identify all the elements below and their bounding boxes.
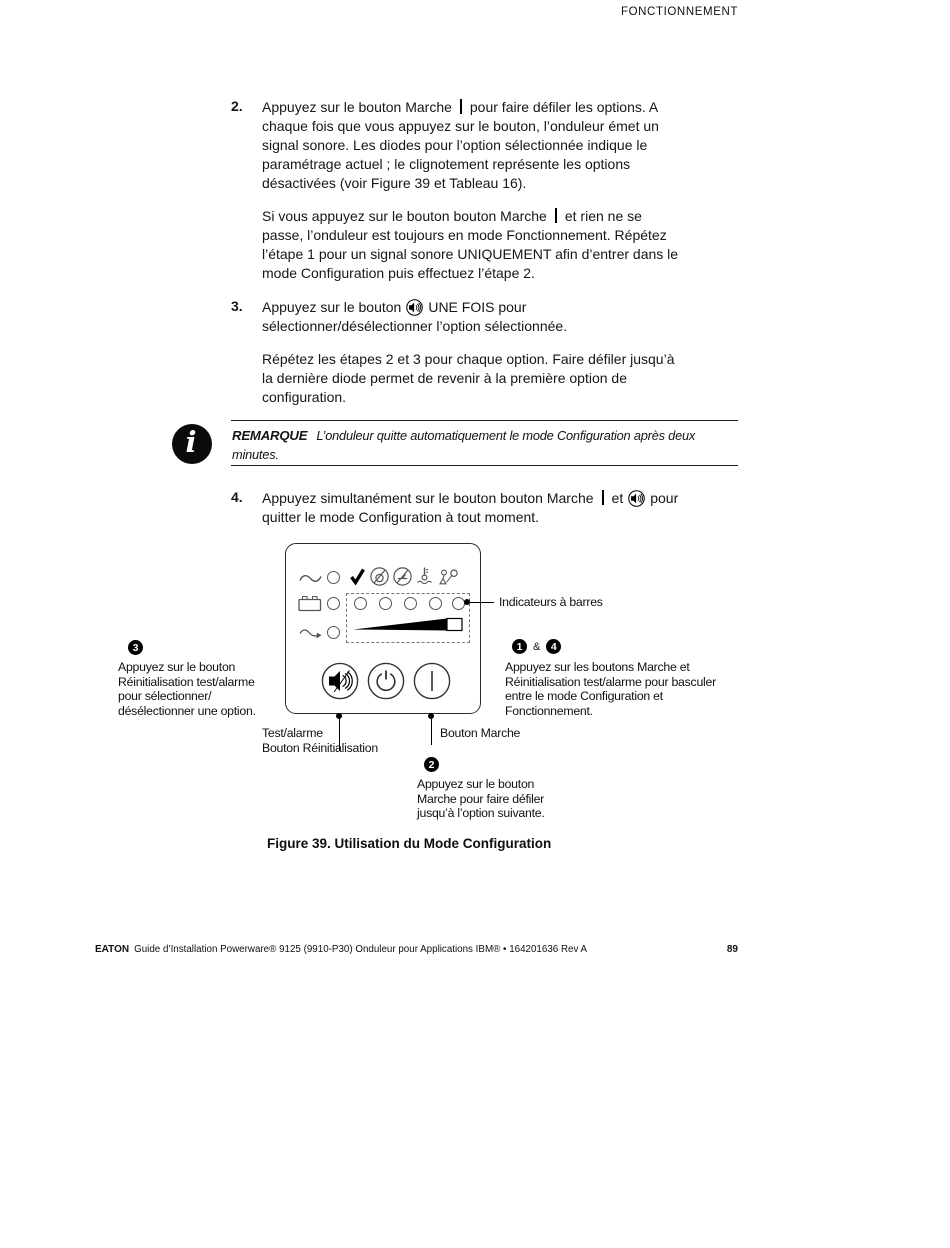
text-line: Appuyez sur les boutons Marche et	[505, 660, 690, 674]
sine-wave-icon	[299, 573, 322, 584]
footer-text: Guide d’Installation Powerware® 9125 (9910-P30) Onduleur pour Applications IBM® • 164201636 Rev A	[134, 944, 588, 955]
on-button-bar-icon	[602, 490, 604, 505]
alarm-disabled-icon	[370, 567, 389, 586]
standby-button[interactable]	[367, 662, 405, 700]
text-line: signal sonore. Les diodes pour l’option sélectionnée indique le	[262, 137, 648, 153]
text-line: l’étape 1 pour un signal sonore UNIQUEMENT afin d’entrer dans le	[262, 246, 679, 262]
text-line: Marche pour faire défiler	[417, 791, 545, 806]
text-line: Bouton Réinitialisation	[262, 740, 378, 755]
text-segment: Si vous appuyez sur le bouton bouton Marche	[262, 208, 547, 224]
callout-2-text	[417, 777, 545, 821]
leader-line	[431, 719, 432, 745]
liquid-temperature-icon	[416, 566, 434, 585]
text-line: Répétez les étapes 2 et 3 pour chaque option. Faire défiler jusqu’à	[262, 351, 675, 367]
info-icon-glyph: i	[185, 424, 197, 459]
callout-2-badge: 2	[424, 757, 439, 772]
step-4-number: 4.	[231, 489, 243, 505]
page-header-section: FONCTIONNEMENT	[620, 6, 738, 18]
callout-3-badge: 3	[128, 640, 143, 655]
leader-line	[470, 602, 494, 603]
text-line	[262, 298, 567, 317]
callout-1-4-badges	[512, 639, 561, 654]
text-segment: pour faire défiler les options. A	[469, 99, 659, 115]
text-line: Appuyez sur le bouton	[118, 660, 236, 674]
text-line: Test/alarme	[262, 726, 323, 740]
bar-led-5	[452, 597, 465, 610]
note-label: REMARQUE	[232, 428, 308, 443]
text-line: quitter le mode Configuration à tout moment.	[262, 509, 540, 525]
step-3-paragraph	[262, 350, 675, 407]
callout-1-badge: 1	[512, 639, 527, 654]
on-button-bar-icon	[555, 208, 557, 223]
alarm-speaker-icon	[406, 299, 423, 316]
load-level-wedge-icon	[352, 617, 464, 632]
figure-caption: Figure 39. Utilisation du Mode Configuration	[267, 836, 552, 851]
callout-1-4-text	[505, 660, 716, 718]
note-block	[232, 427, 737, 464]
text-line: minutes.	[232, 446, 279, 462]
text-segment: et	[611, 490, 624, 506]
on-button-label: Bouton Marche	[440, 726, 521, 740]
test-alarm-reset-button[interactable]	[321, 662, 359, 700]
footer-left	[95, 944, 587, 955]
info-icon	[172, 424, 212, 464]
text-line: paramétrage actuel ; le clignotement représente les options	[262, 156, 631, 172]
text-line: désactivées (voir Figure 39 et Tableau 16).	[262, 175, 527, 191]
text-segment: pour	[650, 490, 679, 506]
text-line	[262, 98, 659, 117]
text-segment: Appuyez sur le bouton	[262, 299, 402, 315]
text-line: la dernière diode permet de revenir à la première option de	[262, 370, 627, 386]
text-line: mode Configuration puis effectuez l’étape 2.	[262, 265, 535, 281]
text-line: passe, l’onduleur est toujours en mode Fonctionnement. Répétez	[262, 227, 667, 243]
text-line: désélectionner une option.	[118, 703, 256, 718]
on-button-bar-icon	[460, 99, 462, 114]
text-line	[262, 489, 678, 508]
text-segment: Appuyez simultanément sur le bouton bouton Marche	[262, 490, 594, 506]
battery-mode-led	[327, 597, 340, 610]
text-segment: UNE FOIS pour	[428, 299, 527, 315]
note-top-rule	[231, 420, 738, 421]
step-2-number: 2.	[231, 98, 243, 114]
battery-icon	[298, 595, 322, 612]
callout-4-badge: 4	[546, 639, 561, 654]
site-wiring-icon	[438, 569, 459, 586]
bar-led-4	[429, 597, 442, 610]
text-segment: et rien ne se	[564, 208, 642, 224]
text-line	[262, 207, 678, 226]
normal-mode-led	[327, 571, 340, 584]
check-icon	[349, 567, 366, 585]
text-line: Appuyez sur le bouton	[417, 777, 535, 791]
page-number: 89	[726, 944, 738, 955]
bar-led-3	[404, 597, 417, 610]
ups-front-panel	[285, 543, 481, 714]
text-line: chaque fois que vous appuyez sur le bouton, l’onduleur émet un	[262, 118, 659, 134]
text-line: Réinitialisation test/alarme	[118, 674, 255, 689]
page-footer	[95, 944, 738, 955]
text-line: jusqu’à l’option suivante.	[417, 806, 545, 821]
step-4-text	[262, 489, 678, 527]
text-segment: Appuyez sur le bouton Marche	[262, 99, 452, 115]
text-line: sélectionner/désélectionner l’option sélectionnée.	[262, 318, 568, 334]
text-line	[232, 427, 737, 446]
bar-led-2	[379, 597, 392, 610]
step-3-text	[262, 298, 567, 336]
ampersand: &	[533, 640, 541, 653]
test-alarm-reset-label	[262, 726, 378, 755]
step-3-number: 3.	[231, 298, 243, 314]
bypass-mode-led	[327, 626, 340, 639]
auto-restart-disabled-icon	[393, 567, 412, 586]
bar-led-1	[354, 597, 367, 610]
note-bottom-rule	[231, 465, 738, 466]
alarm-speaker-icon	[628, 490, 645, 507]
bypass-wave-icon	[299, 628, 322, 641]
bar-indicators-label: Indicateurs à barres	[499, 595, 603, 609]
step-2-text	[262, 98, 659, 193]
text-line: entre le mode Configuration et	[505, 689, 663, 704]
on-button[interactable]	[413, 662, 451, 700]
text-segment: L’onduleur quitte automatiquement le mode Configuration après deux	[316, 428, 696, 443]
text-line: Réinitialisation test/alarme pour basculer	[505, 674, 716, 689]
text-line: pour sélectionner/	[118, 689, 212, 704]
text-line: configuration.	[262, 389, 347, 405]
text-line: Fonctionnement.	[505, 703, 593, 718]
callout-3-text	[118, 660, 256, 718]
step-2-paragraph	[262, 207, 678, 283]
brand-logo: EATON	[95, 944, 130, 955]
